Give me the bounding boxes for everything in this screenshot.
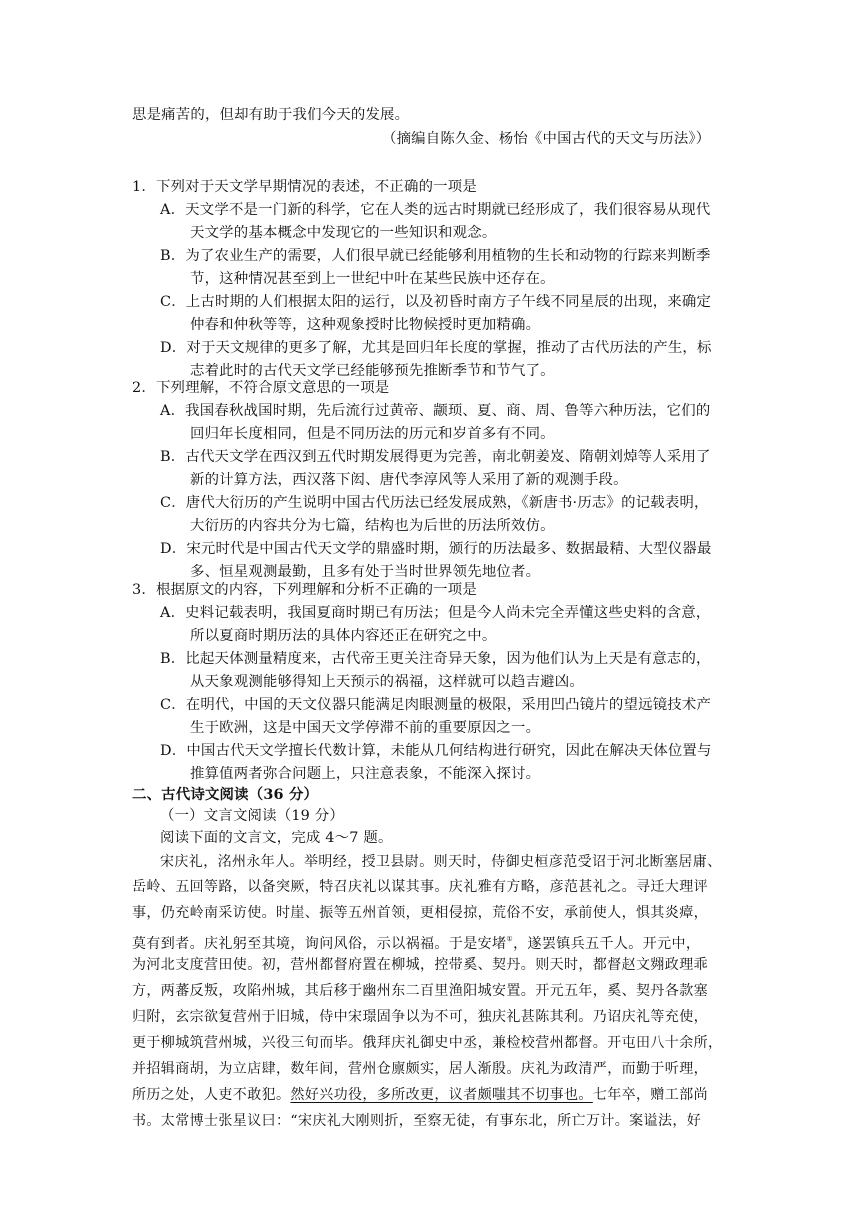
footnote-marker: ① [506,935,514,943]
q2-option-a: A．我国春秋战国时期，先后流行过黄帝、颛顼、夏、商、周、鲁等六种历法，它们的 [160,403,711,419]
classical-line-4-part-b: ，遂罢镇兵五千人。开元中， [513,936,701,952]
reading-instruction: 阅读下面的文言文，完成 4～7 题。 [160,830,393,846]
section-title: 二、古代诗文阅读（36 分） [132,786,319,803]
q2-option-c-cont: 大衍历的内容共分为七篇，结构也为后世的历法所效仿。 [190,518,555,534]
passage-end-line: 思是痛苦的，但却有助于我们今天的发展。 [132,107,410,123]
q1-option-b: B．为了农业生产的需要，人们很早就已经能够利用植物的生长和动物的行踪来判断季 [160,248,711,264]
q3-option-d-cont: 推算值两者弥合问题上，只注意表象，不能深入探讨。 [190,766,541,782]
classical-line-4-part-a: 莫有到者。庆礼躬至其境，询问风俗，示以祸福。于是安堵 [132,936,507,952]
q1-option-d-cont: 志着此时的古代天文学已经能够预先推断季节和节气了。 [190,363,555,379]
q3-option-b: B．比起天体测量精度来，古代帝王更关注奇异天象，因为他们认为上天是有意志的， [160,651,711,667]
q2-stem: 2．下列理解，不符合原文意思的一项是 [132,380,390,396]
q2-option-b-cont: 新的计算方法，西汉落下闳、唐代李淳风等人采用了新的观测手段。 [190,472,628,488]
classical-line-6: 方，两蕃反叛，攻陷州城，其后移于幽州东二百里渔阳城安置。开元五年，奚、契丹各款塞 [132,983,708,999]
q1-option-b-cont: 节，这种情况甚至到上一世纪中叶在某些民族中还存在。 [190,271,555,287]
q1-option-a: A．天文学不是一门新的科学，它在人类的远古时期就已经形成了，我们很容易从现代 [160,202,711,218]
classical-line-9: 并招辑商胡，为立店肆，数年间，营州仓廪颇实，居人渐殷。庆礼为政清严，而勤于听理， [132,1061,708,1077]
q2-option-d-cont: 多、恒星观测最勤，且多有处于当时世界领先地位者。 [190,564,541,580]
subsection-title: （一）文言文阅读（19 分） [160,808,344,824]
q3-option-c-cont: 生于欧洲，这是中国天文学停滞不前的重要原因之一。 [190,720,541,736]
q1-option-a-cont: 天文学的基本概念中发现它的一些知识和观念。 [190,225,497,241]
q3-option-c: C．在明代，中国的天文仪器只能满足肉眼测量的极限，采用凹凸镜片的望远镜技术产 [160,697,712,713]
classical-line-3: 事，仍充岭南采访使。时崖、振等五州首领，更相侵掠，荒俗不安，承前使人，惧其炎瘴， [132,905,708,921]
underlined-sentence: 然好兴功役，多所改更，议者颇嗤其不切事也。 [290,1087,593,1103]
classical-line-5: 为河北支度营田使。初，营州都督府置在柳城，控带奚、契丹。则天时，都督赵文翙政理乖 [132,957,708,973]
q2-option-c: C．唐代大衍历的产生说明中国古代历法已经发展成熟，《新唐书·历志》的记载表明， [160,495,709,511]
classical-line-4 [132,929,700,954]
classical-line-7: 归附，玄宗欲复营州于旧城，侍中宋璟固争以为不可，独庆礼甚陈其利。乃诏庆礼等充使， [132,1009,708,1025]
classical-line-2: 岳岭、五回等路，以备突厥，特召庆礼以谋其事。庆礼雅有方略，彦范甚礼之。寻迁大理评 [132,879,708,895]
q2-option-a-cont: 回归年长度相同，但是不同历法的历元和岁首多有不同。 [190,426,555,442]
q3-option-b-cont: 从天象观测能够得知上天预示的祸福，这样就可以趋吉避凶。 [190,674,584,690]
q2-option-b: B．古代天文学在西汉到五代时期发展得更为完善，南北朝姜岌、隋朝刘焯等人采用了 [160,449,711,465]
q3-option-a-cont: 所以夏商时期历法的具体内容还正在研究之中。 [190,628,497,644]
q2-option-d: D．宋元时代是中国古代天文学的鼎盛时期，颁行的历法最多、数据最精、大型仪器最 [160,541,712,557]
classical-line-10 [132,1085,708,1105]
q1-stem: 1．下列对于天文学早期情况的表述，不正确的一项是 [132,179,477,195]
classical-line-1: 宋庆礼，洺州永年人。举明经，授卫县尉。则天时，侍御史桓彦范受诏于河北断塞居庸、 [160,854,722,870]
classical-line-11: 书。太常博士张星议曰：“宋庆礼大刚则折，至察无徒，有事东北，所亡万计。案谥法，好 [132,1113,702,1129]
classical-line-10-part-a: 所历之处，人吏不敢犯。 [132,1087,291,1103]
q1-option-c: C．上古时期的人们根据太阳的运行，以及初昏时南方子午线不同星辰的出现，来确定 [160,294,712,310]
q1-option-c-cont: 仲春和仲秋等等，这种观象授时比物候授时更加精确。 [190,317,541,333]
passage-source: （摘编自陈久金、杨怡《中国古代的天文与历法》） [382,131,711,147]
q3-option-a: A．史料记载表明，我国夏商时期已有历法；但是今人尚未完全弄懂这些史料的含意， [160,605,711,621]
q3-option-d: D．中国古代天文学擅长代数计算，未能从几何结构进行研究，因此在解决天体位置与 [160,743,712,759]
classical-line-10-part-b: 七年卒，赠工部尚 [592,1087,709,1103]
classical-line-8: 更于柳城筑营州城，兴役三旬而毕。俄拜庆礼御史中丞，兼检校营州都督。开屯田八十余所， [132,1035,723,1051]
q3-stem: 3．根据原文的内容，下列理解和分析不正确的一项是 [132,582,477,598]
q1-option-d: D．对于天文规律的更多了解，尤其是回归年长度的掌握，推动了古代历法的产生，标 [160,340,712,356]
